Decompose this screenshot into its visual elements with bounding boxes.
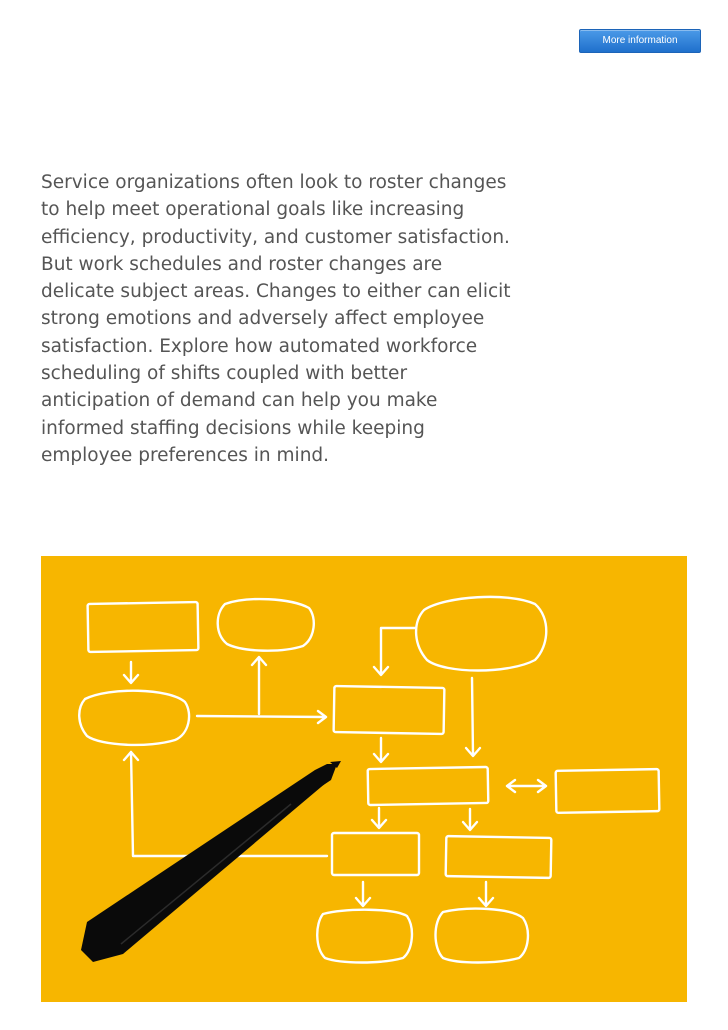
flow-oval [218,599,314,651]
flow-arrow [374,628,416,675]
flow-box [368,767,489,805]
flow-arrow [479,882,493,906]
flow-oval [436,909,528,963]
flow-box [556,769,660,813]
flow-arrow [466,678,480,756]
flow-oval [79,691,189,745]
flow-arrow [252,657,266,714]
intro-paragraph: Service organizations often look to roster changes to help meet operational goals like increasing efficiency, productivity, and customer satisfaction. But work schedules and roster changes are delicate subject areas. Changes to either can elicit strong emotions and adversely affect employee satisfaction. Explore how automated workforce scheduling of shifts coupled with better anticipation of demand can help you make informed staffing decisions while keeping employee preferences in mind. [41,172,511,466]
flow-arrow [124,662,138,683]
more-information-button[interactable]: More information [579,29,701,53]
flowchart-sketch-icon [41,556,687,1002]
flow-arrow [374,738,388,762]
flowchart-illustration [41,556,687,1002]
flow-arrow [372,808,386,828]
flow-arrow [507,780,546,792]
flow-box [88,602,199,652]
marker-pen-icon [81,761,341,962]
flow-arrow [463,809,477,830]
flow-arrow [197,711,326,723]
flow-box [332,833,419,875]
flow-oval [317,910,412,963]
flow-oval [416,597,546,671]
flow-arrow [356,882,370,906]
flow-box [334,686,445,734]
flow-box [446,836,552,878]
